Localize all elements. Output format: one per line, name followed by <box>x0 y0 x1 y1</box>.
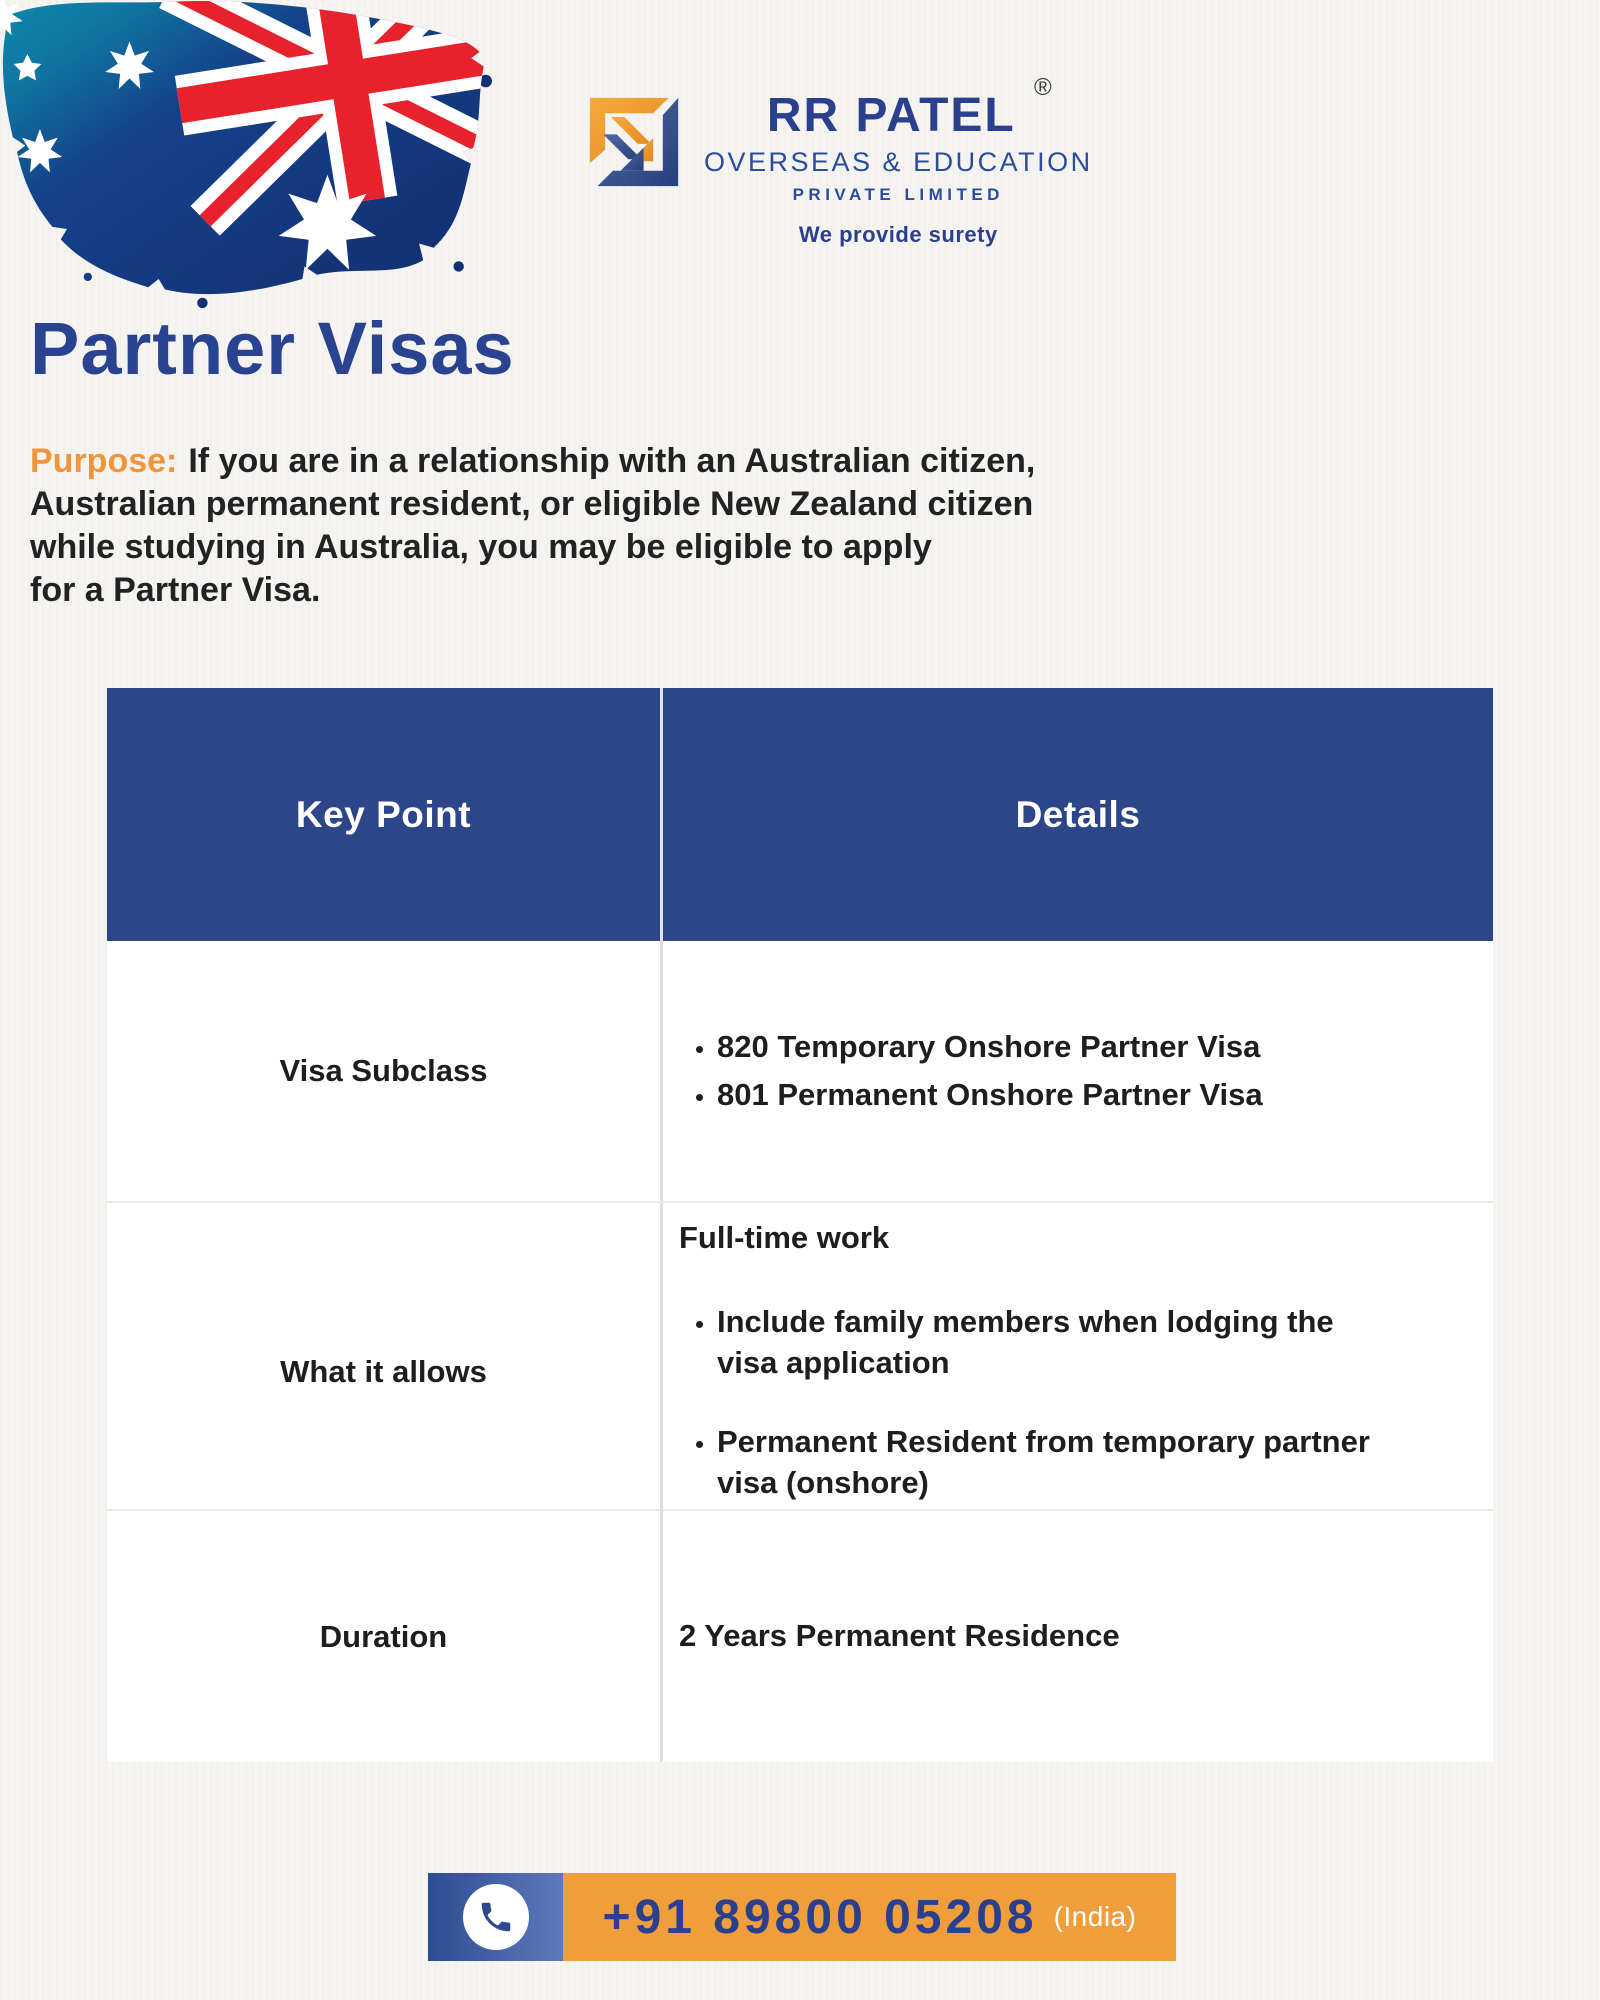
brand-entity-type: PRIVATE LIMITED <box>792 185 1004 204</box>
phone-contact-main <box>563 1873 1176 1961</box>
table-row-what-it-allows <box>107 1201 1493 1509</box>
brand-name: RR PATEL ® <box>766 74 1052 142</box>
phone-icon <box>477 1898 515 1936</box>
table-row-duration <box>107 1509 1493 1762</box>
row-key-label: What it allows <box>280 1354 487 1390</box>
table-header-row <box>107 688 1493 941</box>
details-text: 2 Years Permanent Residence <box>679 1618 1120 1654</box>
row-details-cell <box>660 941 1493 1201</box>
table-header-keypoint: Key Point <box>295 793 472 835</box>
brand-logo <box>586 74 1093 248</box>
brand-subtitle: OVERSEAS & EDUCATION <box>704 147 1093 177</box>
row-details-cell <box>660 1203 1493 1542</box>
purpose-line: Purpose: If you are in a relationship with an Australian citizen, <box>30 442 1036 480</box>
phone-number: +91 89800 05208 <box>602 1890 1038 1944</box>
phone-contact-button[interactable] <box>428 1873 1176 1961</box>
phone-icon-box <box>428 1873 563 1961</box>
details-list <box>679 1302 1400 1504</box>
purpose-paragraph <box>30 440 1390 612</box>
page-title: Partner Visas <box>30 307 515 390</box>
row-key-label: Visa Subclass <box>279 1053 488 1088</box>
australia-flag-image <box>0 0 492 318</box>
row-key-label: Duration <box>319 1618 448 1654</box>
row-details-cell <box>660 1511 1493 1762</box>
rr-patel-logo-icon <box>586 92 682 192</box>
details-list <box>679 1020 1400 1123</box>
registered-mark: ® <box>1034 74 1052 101</box>
details-item: • Permanent Resident from temporary partner visa (onshore) <box>717 1422 1400 1504</box>
table-header-details: Details <box>660 688 1493 941</box>
table-row-visa-subclass <box>107 941 1493 1201</box>
details-intro: Full-time work <box>679 1220 890 1255</box>
purpose-line: Australian permanent resident, or eligible New Zealand citizen <box>30 485 1034 523</box>
phone-icon-circle <box>463 1884 529 1950</box>
purpose-line: for a Partner Visa. <box>30 571 321 609</box>
visa-table <box>107 688 1493 1762</box>
details-item: • 820 Temporary Onshore Partner Visa <box>717 1027 1400 1068</box>
purpose-label: Purpose: <box>30 442 178 480</box>
phone-region: (India) <box>1053 1901 1137 1932</box>
details-item: • 801 Permanent Onshore Partner Visa <box>717 1075 1400 1116</box>
details-item: • Include family members when lodging the visa application <box>717 1302 1400 1384</box>
purpose-line: while studying in Australia, you may be eligible to apply <box>30 528 932 566</box>
brand-tagline: We provide surety <box>798 222 998 247</box>
